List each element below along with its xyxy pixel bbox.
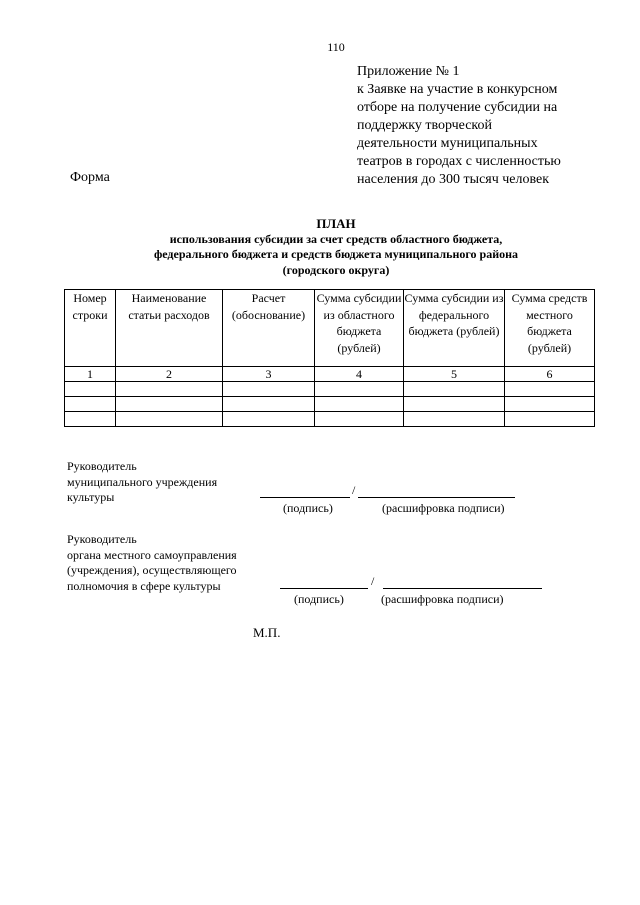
appendix-line: деятельности муниципальных: [357, 136, 538, 151]
signature-block-2-label: [67, 532, 237, 594]
header-regional-subsidy: Сумма субсидии из областного бюджета (рублей): [315, 290, 404, 367]
caption-signature: (подпись): [283, 501, 333, 515]
column-number: 4: [315, 367, 404, 382]
title-line: (городского округа): [282, 262, 390, 277]
table-cell[interactable]: [404, 412, 505, 427]
signature-line[interactable]: [260, 497, 350, 498]
appendix-line: населения до 300 тысяч человек: [357, 172, 550, 187]
signature-label-line: культуры: [67, 490, 115, 504]
signature-separator: /: [352, 483, 356, 497]
title-line: федерального бюджета и средств бюджета муниципального района: [153, 247, 519, 261]
signature-label-line: органа местного самоуправления: [67, 547, 237, 562]
plan-table: [64, 289, 595, 427]
decoding-line[interactable]: [383, 588, 542, 589]
header-federal-subsidy: Сумма субсидии из федерального бюджета (рублей): [404, 290, 505, 367]
table-cell[interactable]: [404, 397, 505, 412]
caption-signature: (подпись): [294, 592, 344, 606]
table-cell[interactable]: [315, 382, 404, 397]
table-cell[interactable]: [116, 382, 223, 397]
appendix-header: [357, 63, 597, 189]
header-local-budget: Сумма средств местного бюджета (рублей): [505, 290, 595, 367]
table-cell[interactable]: [223, 382, 315, 397]
table-cell[interactable]: [116, 412, 223, 427]
header-calculation: Расчет (обоснование): [223, 290, 315, 367]
title-line: использования субсидии за счет средств областного бюджета,: [169, 231, 503, 246]
header-row-number: Номер строки: [65, 290, 116, 367]
table-row: [65, 412, 595, 427]
form-label: Форма: [70, 170, 110, 185]
column-number: 5: [404, 367, 505, 382]
stamp-place: М.П.: [253, 625, 281, 640]
table-row: [65, 397, 595, 412]
caption-decoding: (расшифровка подписи): [381, 592, 504, 606]
table-cell[interactable]: [505, 397, 595, 412]
column-number-row: [65, 367, 595, 382]
signature-label-line: Руководитель: [67, 459, 137, 473]
column-number: 1: [65, 367, 116, 382]
table-cell[interactable]: [315, 412, 404, 427]
column-number: 2: [116, 367, 223, 382]
title-main: ПЛАН: [316, 216, 356, 231]
table-cell[interactable]: [65, 382, 116, 397]
table-row: [65, 382, 595, 397]
table-cell[interactable]: [223, 412, 315, 427]
header-item-name: Наименование статьи расходов: [116, 290, 223, 367]
caption-decoding: (расшифровка подписи): [382, 501, 505, 515]
table-cell[interactable]: [505, 412, 595, 427]
signature-label-line: муниципального учреждения: [67, 474, 218, 489]
table-cell[interactable]: [315, 397, 404, 412]
table-header-row: [65, 290, 595, 367]
appendix-line: Приложение № 1: [357, 64, 460, 79]
table-cell[interactable]: [505, 382, 595, 397]
column-number: 6: [505, 367, 595, 382]
appendix-line: поддержку творческой: [357, 118, 493, 133]
table-cell[interactable]: [65, 412, 116, 427]
decoding-line[interactable]: [358, 497, 515, 498]
table-cell[interactable]: [404, 382, 505, 397]
signature-label-line: Руководитель: [67, 532, 137, 546]
table-cell[interactable]: [65, 397, 116, 412]
signature-label-line: полномочия в сфере культуры: [67, 578, 221, 593]
appendix-line: к Заявке на участие в конкурсном: [357, 82, 558, 97]
document-title: [0, 216, 640, 278]
table-cell[interactable]: [223, 397, 315, 412]
signature-separator: /: [371, 574, 375, 588]
page-number: 110: [327, 40, 345, 54]
appendix-line: отборе на получение субсидии на: [357, 100, 558, 115]
appendix-line: театров в городах с численностью: [357, 154, 561, 169]
signature-label-line: (учреждения), осуществляющего: [67, 563, 237, 577]
signature-line[interactable]: [280, 588, 368, 589]
signature-block-1-label: [67, 459, 217, 506]
column-number: 3: [223, 367, 315, 382]
table-cell[interactable]: [116, 397, 223, 412]
